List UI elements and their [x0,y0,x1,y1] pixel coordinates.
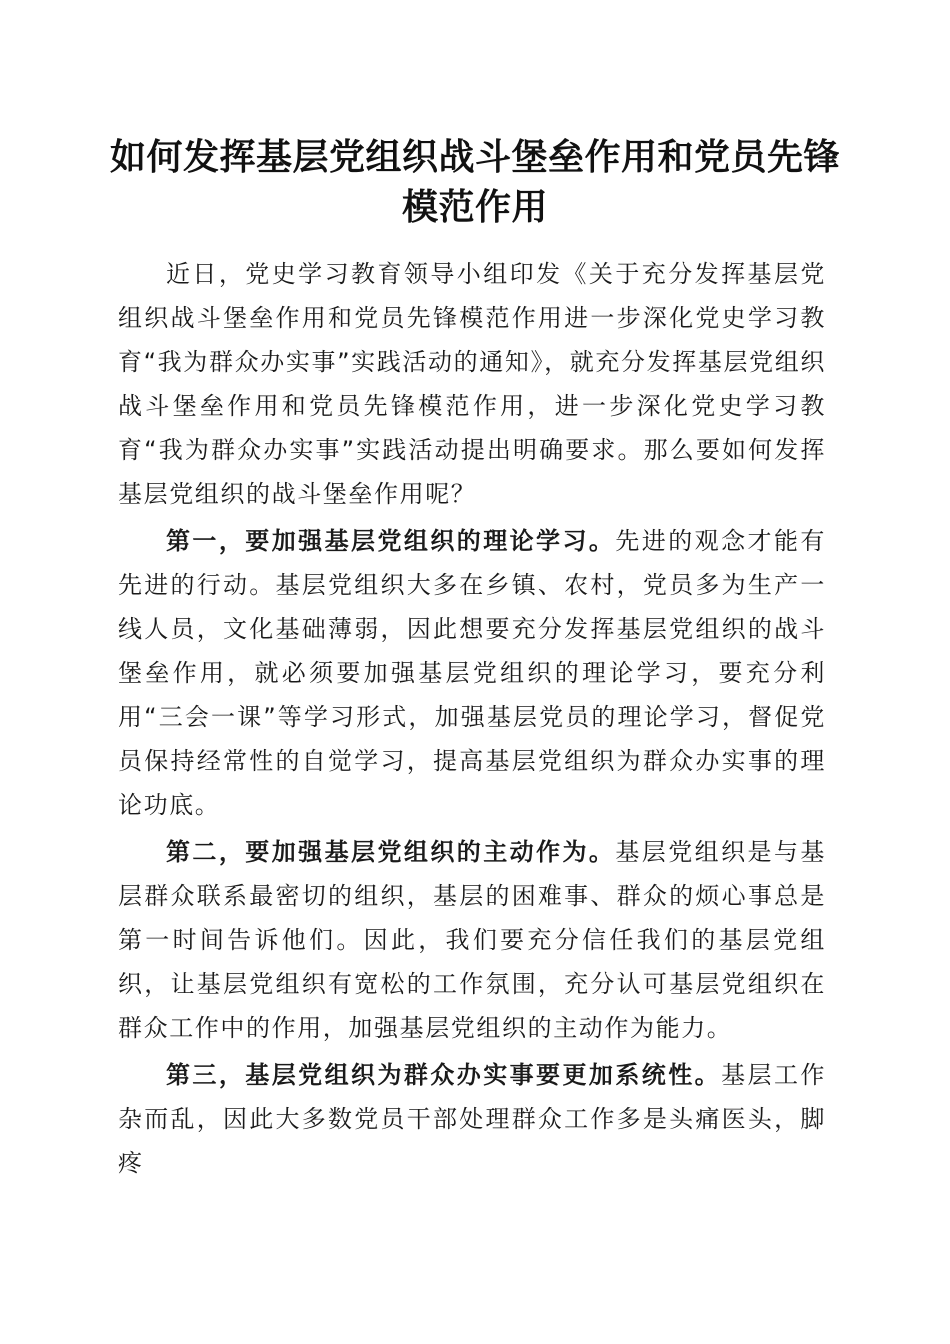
paragraph-point-2-text: 基层党组织是与基层群众联系最密切的组织，基层的困难事、群众的烦心事总是第一时间告诉他们。因此，我们要充分信任我们的基层党组织，让基层党组织有宽松的工作氛围，充分认可基层党组织在群众工作中的作用，加强基层党组织的主动作为能力。 [118,838,826,1042]
paragraph-point-3-lead: 第三，基层党组织为群众办实事要更加系统性。 [166,1061,722,1089]
paragraph-point-3-text: 基层工作杂而乱，因此大多数党员干部处理群众工作多是头痛医头，脚疼 [118,1061,826,1177]
paragraph-point-2 [118,830,826,1050]
paragraph-point-3 [118,1053,826,1185]
paragraph-point-1 [118,519,826,827]
paragraph-intro [118,252,826,516]
paragraph-point-1-lead: 第一，要加强基层党组织的理论学习。 [166,527,616,555]
document-body [118,252,826,1185]
paragraph-point-1-text: 先进的观念才能有先进的行动。基层党组织大多在乡镇、农村，党员多为生产一线人员，文化基础薄弱，因此想要充分发挥基层党组织的战斗堡垒作用，就必须要加强基层党组织的理论学习，要充分利用“三会一课”等学习形式，加强基层党员的理论学习，督促党员保持经常性的自觉学习，提高基层党组织为群众办实事的理论功底。 [118,527,826,819]
paragraph-point-2-lead: 第二，要加强基层党组织的主动作为。 [166,838,616,866]
paragraph-intro-text: 近日，党史学习教育领导小组印发《关于充分发挥基层党组织战斗堡垒作用和党员先锋模范作用进一步深化党史学习教育“我为群众办实事”实践活动的通知》，就充分发挥基层党组织战斗堡垒作用和党员先锋模范作用，进一步深化党史学习教育“我为群众办实事”实践活动提出明确要求。那么要如何发挥基层党组织的战斗堡垒作用呢？ [118,260,826,508]
document-title: 如何发挥基层党组织战斗堡垒作用和党员先锋模范作用 [110,136,841,228]
